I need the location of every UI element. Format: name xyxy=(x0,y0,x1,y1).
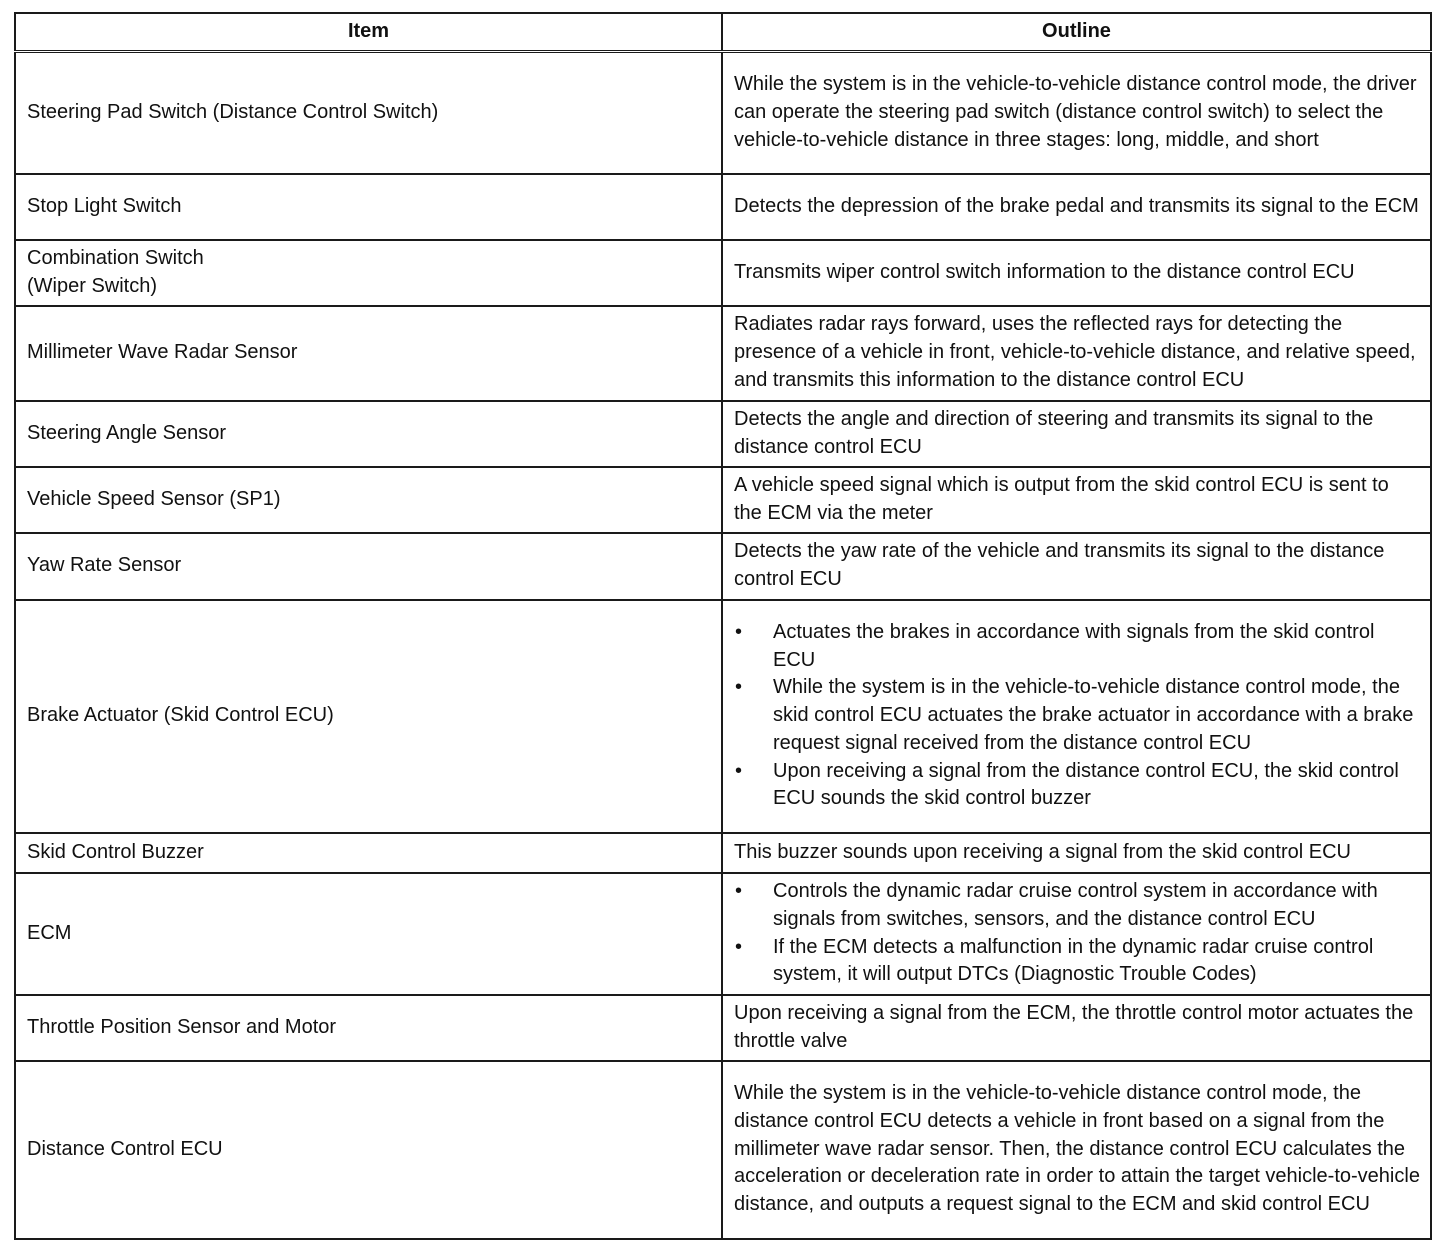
table-row xyxy=(15,833,1431,873)
bullet-item xyxy=(734,758,1420,814)
item-cell: Millimeter Wave Radar Sensor xyxy=(15,306,722,401)
table-row xyxy=(15,52,1431,174)
outline-cell xyxy=(722,600,1431,833)
item-cell: Steering Angle Sensor xyxy=(15,401,722,467)
outline-cell xyxy=(722,873,1431,995)
item-cell: Skid Control Buzzer xyxy=(15,833,722,873)
item-cell: Yaw Rate Sensor xyxy=(15,533,722,600)
outline-cell: Transmits wiper control switch information to the distance control ECU xyxy=(722,240,1431,306)
item-text-line: Combination Switch xyxy=(27,246,204,269)
bullet-text: Upon receiving a signal from the distance control ECU, the skid control ECU sounds the skid control buzzer xyxy=(773,759,1399,810)
item-cell: Steering Pad Switch (Distance Control Switch) xyxy=(15,52,722,174)
outline-cell: Detects the angle and direction of steering and transmits its signal to the distance control ECU xyxy=(722,401,1431,467)
outline-cell: While the system is in the vehicle-to-vehicle distance control mode, the distance control ECU detects a vehicle in front based on a signal from the millimeter wave radar sensor. Then, the distance control ECU calculates the acceleration or deceleration rate in order to attain the target vehicle-to-vehicle distance, and outputs a request signal to the ECM and skid control ECU xyxy=(722,1061,1431,1239)
table-row xyxy=(15,533,1431,600)
item-cell: ECM xyxy=(15,873,722,995)
table-row xyxy=(15,873,1431,995)
bullet-icon: • xyxy=(735,676,743,699)
bullet-text: While the system is in the vehicle-to-vehicle distance control mode, the skid control ECU actuates the brake actuator in accordance with a brake request signal received from the distance control ECU xyxy=(773,676,1414,754)
bullet-text: If the ECM detects a malfunction in the dynamic radar cruise control system, it will output DTCs (Diagnostic Trouble Codes) xyxy=(773,935,1374,986)
item-cell: Throttle Position Sensor and Motor xyxy=(15,995,722,1061)
component-outline-table xyxy=(14,12,1432,1240)
bullet-icon: • xyxy=(735,759,743,782)
bullet-text: Controls the dynamic radar cruise control system in accordance with signals from switches, sensors, and the distance control ECU xyxy=(773,879,1378,930)
bullet-item xyxy=(734,934,1420,990)
bullet-item xyxy=(734,674,1420,757)
table-row xyxy=(15,240,1431,306)
bullet-item xyxy=(734,878,1420,934)
item-cell: Stop Light Switch xyxy=(15,174,722,240)
table-row xyxy=(15,174,1431,240)
outline-cell: Radiates radar rays forward, uses the reflected rays for detecting the presence of a vehicle in front, vehicle-to-vehicle distance, and relative speed, and transmits this information to the distance control ECU xyxy=(722,306,1431,401)
table-row xyxy=(15,306,1431,401)
table-row xyxy=(15,600,1431,833)
outline-cell: This buzzer sounds upon receiving a signal from the skid control ECU xyxy=(722,833,1431,873)
bullet-text: Actuates the brakes in accordance with signals from the skid control ECU xyxy=(773,620,1375,671)
column-header-outline: Outline xyxy=(722,13,1431,52)
item-cell xyxy=(15,240,722,306)
outline-cell: Detects the depression of the brake pedal and transmits its signal to the ECM xyxy=(722,174,1431,240)
table-row xyxy=(15,401,1431,467)
outline-cell: While the system is in the vehicle-to-vehicle distance control mode, the driver can operate the steering pad switch (distance control switch) to select the vehicle-to-vehicle distance in three stages: long, middle, and short xyxy=(722,52,1431,174)
outline-cell: Upon receiving a signal from the ECM, the throttle control motor actuates the throttle valve xyxy=(722,995,1431,1061)
item-cell: Vehicle Speed Sensor (SP1) xyxy=(15,467,722,533)
outline-cell: A vehicle speed signal which is output from the skid control ECU is sent to the ECM via the meter xyxy=(722,467,1431,533)
table-row xyxy=(15,1061,1431,1239)
item-cell: Brake Actuator (Skid Control ECU) xyxy=(15,600,722,833)
bullet-list xyxy=(734,878,1420,989)
column-header-item: Item xyxy=(15,13,722,52)
bullet-icon: • xyxy=(735,620,743,643)
bullet-icon: • xyxy=(735,935,743,958)
outline-cell: Detects the yaw rate of the vehicle and transmits its signal to the distance control ECU xyxy=(722,533,1431,600)
table-row xyxy=(15,467,1431,533)
table-header-row xyxy=(15,13,1431,52)
table-row xyxy=(15,995,1431,1061)
bullet-icon: • xyxy=(735,879,743,902)
item-cell: Distance Control ECU xyxy=(15,1061,722,1239)
bullet-item xyxy=(734,619,1420,675)
item-text-line: (Wiper Switch) xyxy=(27,274,158,297)
bullet-list xyxy=(734,619,1420,814)
